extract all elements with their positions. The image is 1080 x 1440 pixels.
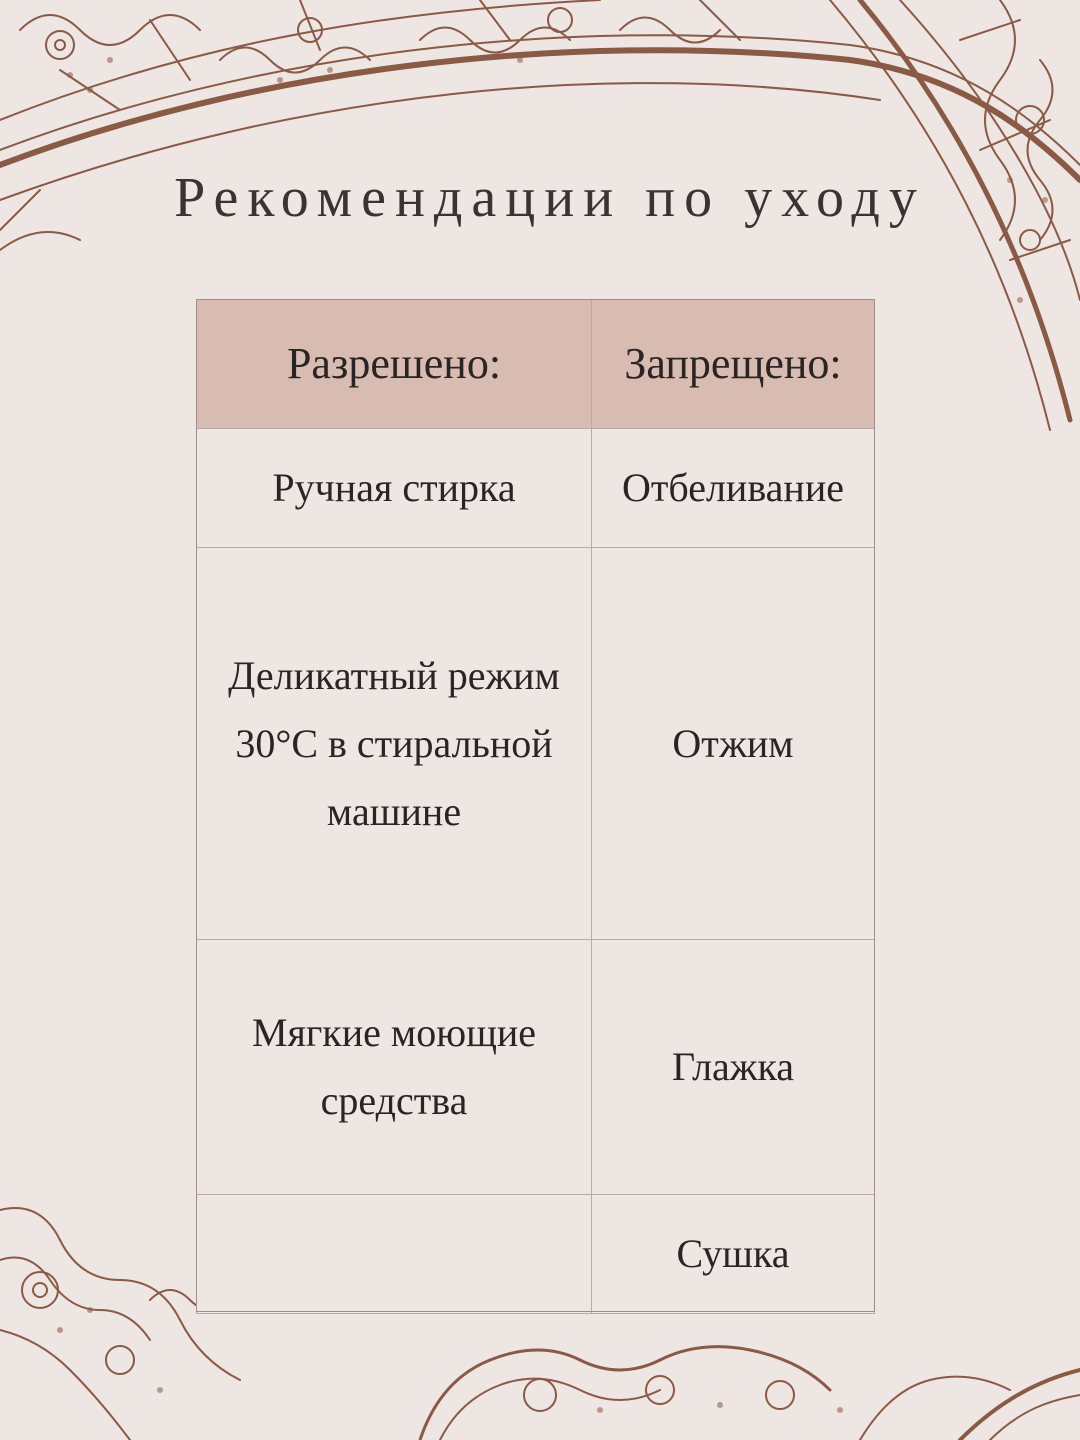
table-row xyxy=(197,940,875,1195)
allowed-cell xyxy=(197,1195,592,1314)
table-row xyxy=(197,429,875,548)
page-title: Рекомендации по уходу xyxy=(174,167,926,229)
header-forbidden: Запрещено: xyxy=(592,300,875,429)
allowed-cell: Мягкие моющие средства xyxy=(197,940,592,1195)
care-table xyxy=(196,299,875,1314)
forbidden-cell: Отжим xyxy=(592,548,875,940)
forbidden-cell: Глажка xyxy=(592,940,875,1195)
forbidden-cell: Отбеливание xyxy=(592,429,875,548)
table-row xyxy=(197,1195,875,1314)
forbidden-cell: Сушка xyxy=(592,1195,875,1314)
header-allowed: Разрешено: xyxy=(197,300,592,429)
allowed-cell: Деликатный режим 30°С в стиральной машине xyxy=(197,548,592,940)
table-row xyxy=(197,548,875,940)
table-header-row xyxy=(197,300,875,429)
allowed-cell: Ручная стирка xyxy=(197,429,592,548)
